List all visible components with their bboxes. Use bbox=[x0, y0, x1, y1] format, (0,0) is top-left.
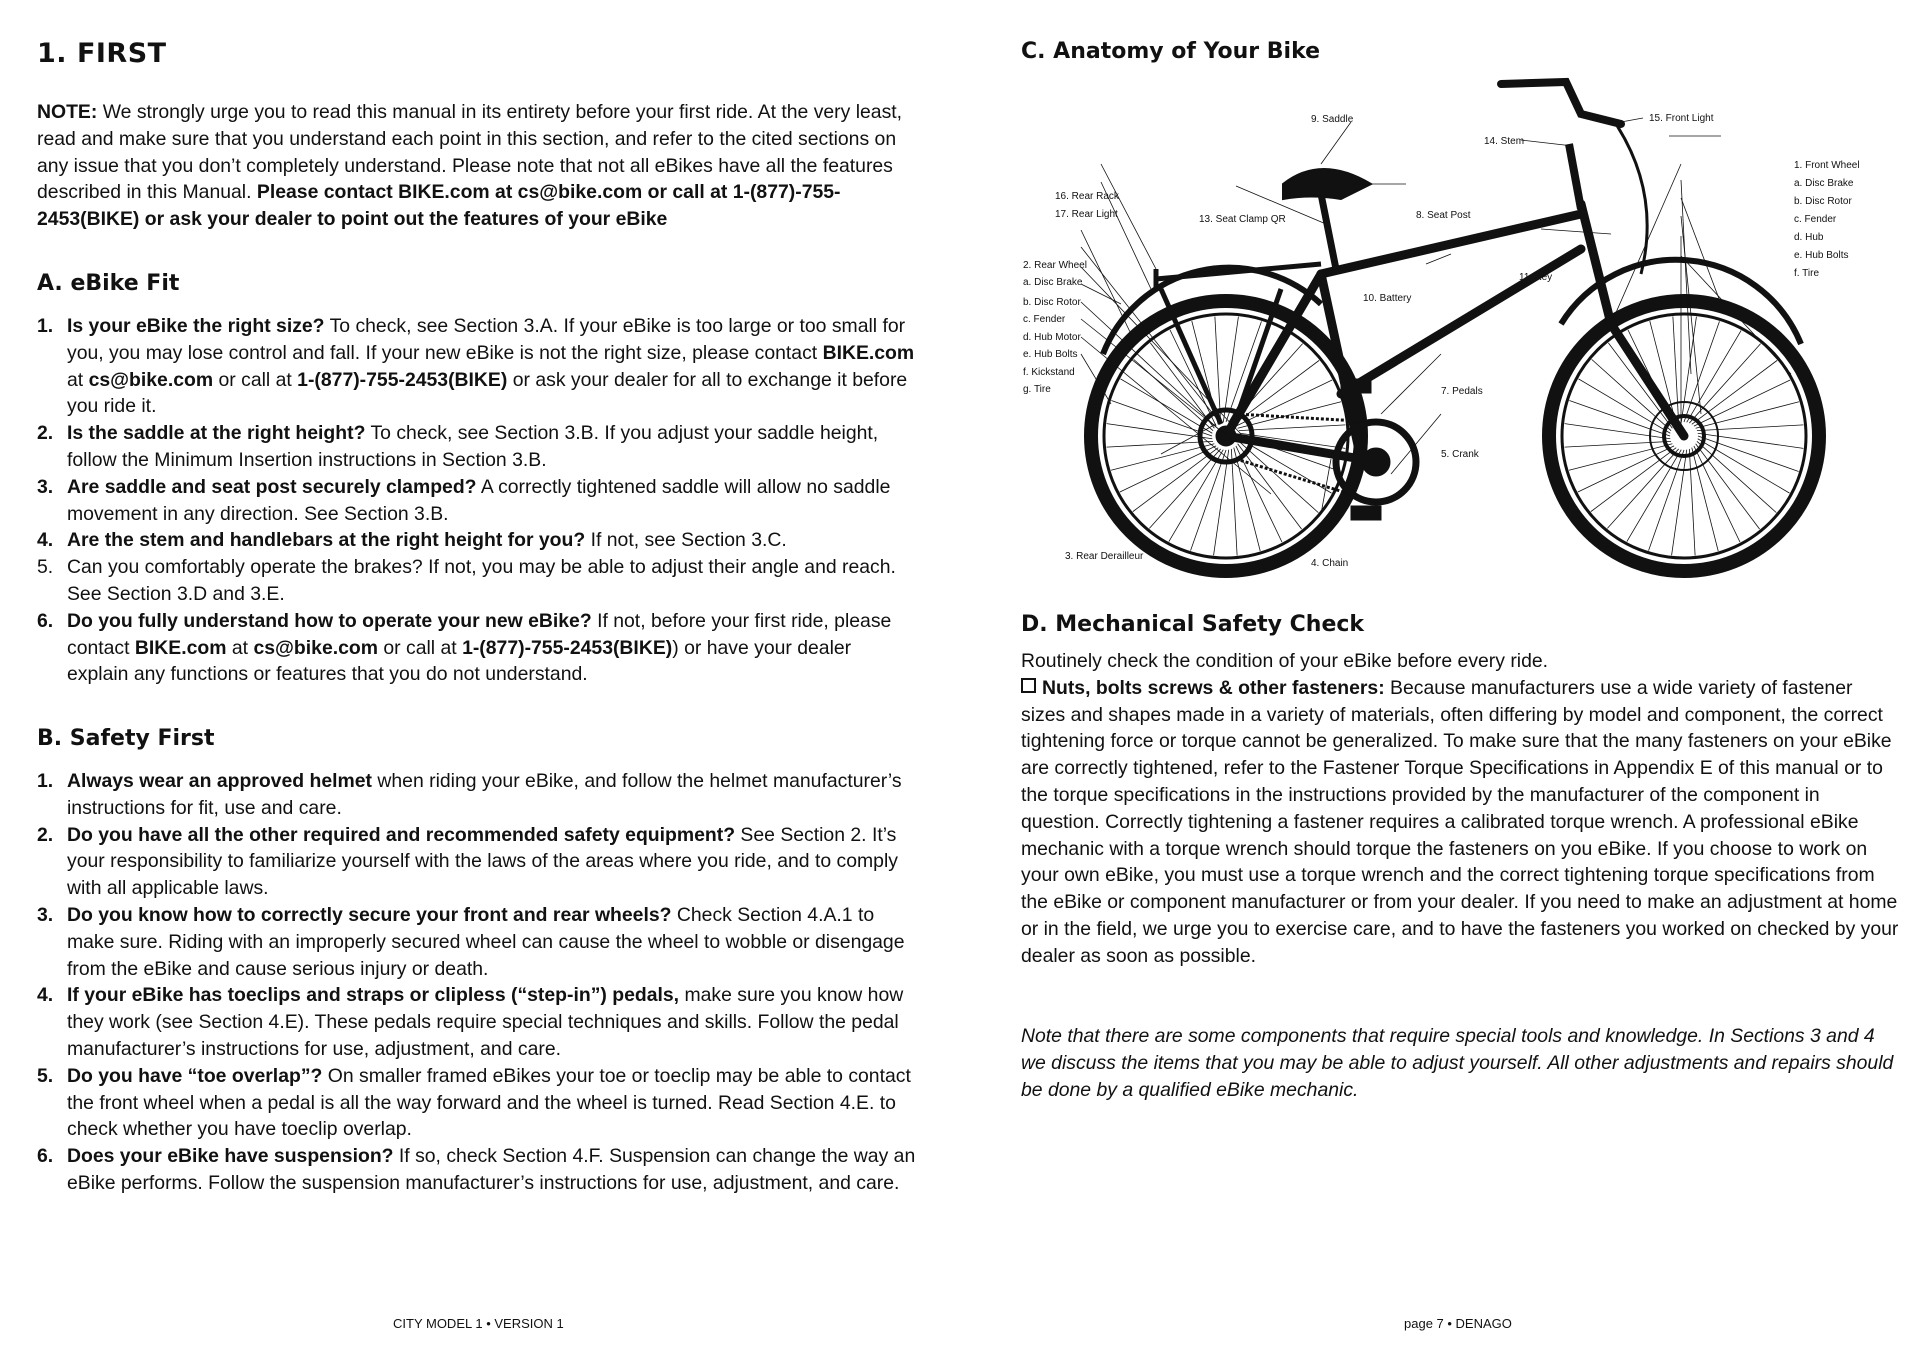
item-lead: Are the stem and handlebars at the right height for you? bbox=[67, 529, 586, 552]
item-text: To check, see Section 3.B. If you adjust your saddle height, follow the Minimum Insertion instructions in Section 3.B. bbox=[67, 422, 879, 471]
label-battery: 10. Battery bbox=[1363, 293, 1412, 304]
label-front-light: 15. Front Light bbox=[1649, 113, 1714, 124]
label-front-fender: c. Fender bbox=[1794, 214, 1837, 225]
label-rear-disc-brake: a. Disc Brake bbox=[1023, 277, 1083, 288]
list-item bbox=[37, 822, 917, 902]
item-text: at bbox=[67, 368, 89, 391]
spoke bbox=[1697, 425, 1804, 431]
label-rear-fender: c. Fender bbox=[1023, 314, 1066, 325]
label-pedals: 7. Pedals bbox=[1441, 386, 1483, 397]
item-bold: 1-(877)-755-2453(BIKE) bbox=[297, 368, 508, 391]
item-lead: Are saddle and seat post securely clamped? bbox=[67, 475, 477, 498]
label-key: 11. Key bbox=[1519, 272, 1553, 283]
label-front-hub: d. Hub bbox=[1794, 232, 1824, 243]
label-saddle: 9. Saddle bbox=[1311, 114, 1354, 125]
item-number: 6. bbox=[37, 1145, 54, 1168]
list-item bbox=[37, 608, 917, 688]
label-kickstand: f. Kickstand bbox=[1023, 367, 1075, 378]
spoke bbox=[1223, 317, 1238, 423]
section-b-list bbox=[37, 768, 917, 1197]
crank-hub-drawing bbox=[1362, 448, 1390, 476]
label-chain: 4. Chain bbox=[1311, 558, 1349, 569]
bike-anatomy-diagram bbox=[1021, 74, 1901, 584]
item-text: A correctly tightened saddle will allow no saddle movement in any direction. See Section 3.B. bbox=[67, 475, 891, 525]
section-d-checklist-item bbox=[1021, 675, 1901, 970]
label-front-wheel: 1. Front Wheel bbox=[1794, 160, 1860, 171]
item-text: at bbox=[226, 636, 254, 659]
item-bold: cs@bike.com bbox=[88, 368, 214, 391]
section-a-list bbox=[37, 313, 917, 688]
spoke bbox=[1698, 433, 1804, 448]
item-text: Check Section 4.A.1 to make sure. Riding with an improperly secured wheel can cause the wheel to wobble or disengage from the eBike and cause serious injury or death. bbox=[67, 903, 905, 980]
item-text: when riding your eBike, and follow the helmet manufacturer’s instructions for fit, use and care. bbox=[67, 770, 902, 819]
section-b-heading: B. Safety First bbox=[37, 726, 215, 751]
list-item bbox=[37, 474, 917, 528]
wheel-spokes bbox=[1107, 317, 1804, 556]
item-number: 1. bbox=[37, 315, 54, 337]
label-rear-derailleur: 3. Rear Derailleur bbox=[1065, 551, 1144, 562]
stem-drawing bbox=[1569, 144, 1581, 209]
label-rear-light: 17. Rear Light bbox=[1055, 209, 1118, 220]
label-rear-disc-rotor: b. Disc Rotor bbox=[1023, 297, 1081, 308]
list-item bbox=[37, 313, 917, 420]
spoke bbox=[1565, 424, 1671, 439]
item-number: 2. bbox=[37, 422, 54, 445]
list-item bbox=[37, 527, 917, 554]
spoke bbox=[1169, 450, 1223, 542]
item-lead: Do you have “toe overlap”? bbox=[67, 1064, 323, 1087]
item-bold: 1-(877)-755-2453(BIKE) bbox=[462, 636, 673, 659]
label-rear-hub-bolts: e. Hub Bolts bbox=[1023, 349, 1078, 360]
item-lead: Do you know how to correctly secure your front and rear wheels? bbox=[67, 903, 672, 926]
spoke bbox=[1191, 450, 1226, 551]
item-lead: Do you fully understand how to operate your new eBike? bbox=[67, 609, 592, 632]
item-text: make sure you know how they work (see Section 4.E). These pedals require special techniques and skills. Follow the pedal manufacturer’s instructions for use, adjustment, and care. bbox=[67, 984, 904, 1060]
item-number: 1. bbox=[37, 770, 54, 792]
list-item bbox=[37, 982, 917, 1062]
section-a-heading: A. eBike Fit bbox=[37, 271, 180, 296]
spoke bbox=[1698, 439, 1790, 493]
label-rear-hub-motor: d. Hub Motor bbox=[1023, 332, 1081, 343]
item-text: or ask your dealer for all to exchange it before you ride it. bbox=[67, 368, 908, 418]
checklist-label: Nuts, bolts screws & other fasteners: bbox=[1042, 676, 1385, 699]
pedal-drawing bbox=[1351, 506, 1381, 520]
item-bold: BIKE.com bbox=[134, 636, 227, 659]
label-stem: 14. Stem bbox=[1484, 136, 1525, 147]
spoke bbox=[1239, 425, 1346, 431]
spoke bbox=[1111, 444, 1214, 470]
item-number: 5. bbox=[37, 1064, 54, 1087]
item-number: 5. bbox=[37, 556, 54, 579]
item-text: See Section 2. It’s your responsibility to familiarize yourself with the laws of the areas where you ride, and to comply with all applicable laws. bbox=[67, 823, 898, 900]
spoke bbox=[1687, 330, 1741, 422]
seat-post-drawing bbox=[1321, 194, 1336, 269]
item-text: or call at bbox=[378, 636, 463, 659]
item-number: 4. bbox=[37, 984, 54, 1007]
item-text: To check, see Section 3.A. If your eBike is too large or too small for you, you may lose control and fall. If your new eBike is not the right size, please contact bbox=[67, 315, 906, 364]
label-rear-rack: 16. Rear Rack bbox=[1055, 191, 1119, 202]
item-number: 2. bbox=[37, 823, 54, 846]
note-bold-tail: Please contact BIKE.com at cs@bike.com or call at 1-(877)-755-2453(BIKE) or ask your dealer to point out the features of your eBike bbox=[37, 181, 841, 231]
checkbox-icon bbox=[1021, 678, 1036, 693]
item-lead: Do you have all the other required and recommended safety equipment? bbox=[67, 823, 736, 846]
label-front-tire: f. Tire bbox=[1794, 268, 1820, 279]
spoke bbox=[1214, 450, 1229, 556]
list-item bbox=[37, 1063, 917, 1143]
list-item bbox=[37, 768, 917, 822]
item-text: If not, see Section 3.C. bbox=[585, 529, 787, 552]
note-paragraph bbox=[37, 99, 917, 233]
pedal-drawing bbox=[1341, 379, 1371, 393]
item-text: or call at bbox=[213, 368, 298, 391]
frame-drawing bbox=[1226, 204, 1684, 459]
section-d-body bbox=[1021, 648, 1901, 970]
item-lead: If your eBike has toeclips and straps or clipless (“step-in”) pedals, bbox=[67, 984, 680, 1007]
label-rear-tire: g. Tire bbox=[1023, 384, 1051, 395]
spoke bbox=[1689, 449, 1695, 556]
item-number: 6. bbox=[37, 609, 54, 632]
item-bold: BIKE.com bbox=[822, 341, 915, 364]
item-lead: Is your eBike the right size? bbox=[67, 315, 325, 337]
item-text: On smaller framed eBikes your toe or toeclip may be able to contact the front wheel when a pedal is all the way forward and the wheel is turned. Read Section 4.E. to check whether you have toeclip overlap. bbox=[67, 1064, 911, 1141]
list-item bbox=[37, 554, 917, 608]
section-d-note: Note that there are some components that require special tools and knowledge. In Sections 3 and 4 we discuss the items that you may be able to adjust yourself. All other adjustments and repairs should be done by a qualified eBike mechanic. bbox=[1021, 1025, 1894, 1101]
label-rear-wheel: 2. Rear Wheel bbox=[1023, 260, 1087, 271]
label-front-disc-rotor: b. Disc Rotor bbox=[1794, 196, 1852, 207]
spoke bbox=[1111, 401, 1212, 436]
label-front-hub-bolts: e. Hub Bolts bbox=[1794, 250, 1849, 261]
item-text: ) or have your dealer explain any functions or features that you do not understand. bbox=[67, 636, 852, 686]
item-lead: Does your eBike have suspension? bbox=[67, 1145, 394, 1168]
spoke bbox=[1107, 441, 1214, 447]
item-text: If not, before your first ride, please contact bbox=[67, 609, 892, 659]
page-title: 1. FIRST bbox=[37, 38, 167, 69]
spoke bbox=[1673, 317, 1679, 424]
spoke bbox=[1627, 450, 1681, 542]
section-d-intro: Routinely check the condition of your eBike before every ride. bbox=[1021, 650, 1549, 672]
item-bold: cs@bike.com bbox=[253, 636, 378, 659]
item-lead: Is the saddle at the right height? bbox=[67, 422, 366, 445]
item-number: 3. bbox=[37, 903, 54, 926]
checklist-text: Because manufacturers use a wide variety of fastener sizes and shapes made in a variety of materials, often differing by model and component, the correct tightening force or torque cannot be generalized. To make sure that the many fasteners on your eBike are correctly tightened, refer to the Fastener Torque Specifications in Appendix E of this manual or to the torque specifications in the instructions provided by the manufacturer of the component in question. Correctly tightening a fastener requires a calibrated torque wrench. A professional eBike mechanic with a torque wrench should torque the fasteners on you eBike. If you choose to work on your own eBike, you must use a torque wrench and the correct tightening torque specifications from the eBike or component manufacturer or from your dealer. If you need to make an adjustment at home or in the field, we urge you to exercise care, and to have the fasteners you worked on checked by your dealer as soon as possible. bbox=[1021, 676, 1899, 967]
right-footer: page 7 • DENAGO bbox=[1404, 1316, 1512, 1331]
section-d-heading: D. Mechanical Safety Check bbox=[1021, 612, 1365, 637]
label-front-disc-brake: a. Disc Brake bbox=[1794, 178, 1854, 189]
list-item bbox=[37, 420, 917, 474]
note-label: NOTE: bbox=[37, 101, 98, 123]
item-text: If so, check Section 4.F. Suspension can change the way an eBike performs. Follow the suspension manufacturer’s instructions for use, adjustment, and care. bbox=[67, 1145, 916, 1194]
label-crank: 5. Crank bbox=[1441, 449, 1479, 460]
spoke bbox=[1107, 424, 1213, 439]
list-item bbox=[37, 1143, 917, 1197]
handlebar-drawing bbox=[1501, 82, 1621, 124]
note-text: We strongly urge you to read this manual in its entirety before your first ride. At the very least, read and make sure that you understand each point in this section, and refer to the cited sections on any issue that you don’t completely understand. Please note that not all eBikes have all the features described in this Manual. bbox=[37, 101, 903, 204]
item-text: Can you comfortably operate the brakes? If not, you may be able to adjust their angle and reach. See Section 3.D and 3.E. bbox=[67, 556, 896, 605]
left-footer: CITY MODEL 1 • VERSION 1 bbox=[393, 1316, 564, 1331]
spoke bbox=[1672, 450, 1687, 556]
spoke bbox=[1565, 441, 1672, 447]
item-number: 3. bbox=[37, 475, 54, 498]
item-number: 4. bbox=[37, 529, 54, 552]
label-seat-post: 8. Seat Post bbox=[1416, 210, 1471, 221]
list-item bbox=[37, 902, 917, 982]
item-lead: Always wear an approved helmet bbox=[67, 770, 372, 792]
section-c-heading: C. Anatomy of Your Bike bbox=[1021, 39, 1321, 64]
label-seat-clamp: 13. Seat Clamp QR bbox=[1199, 214, 1286, 225]
